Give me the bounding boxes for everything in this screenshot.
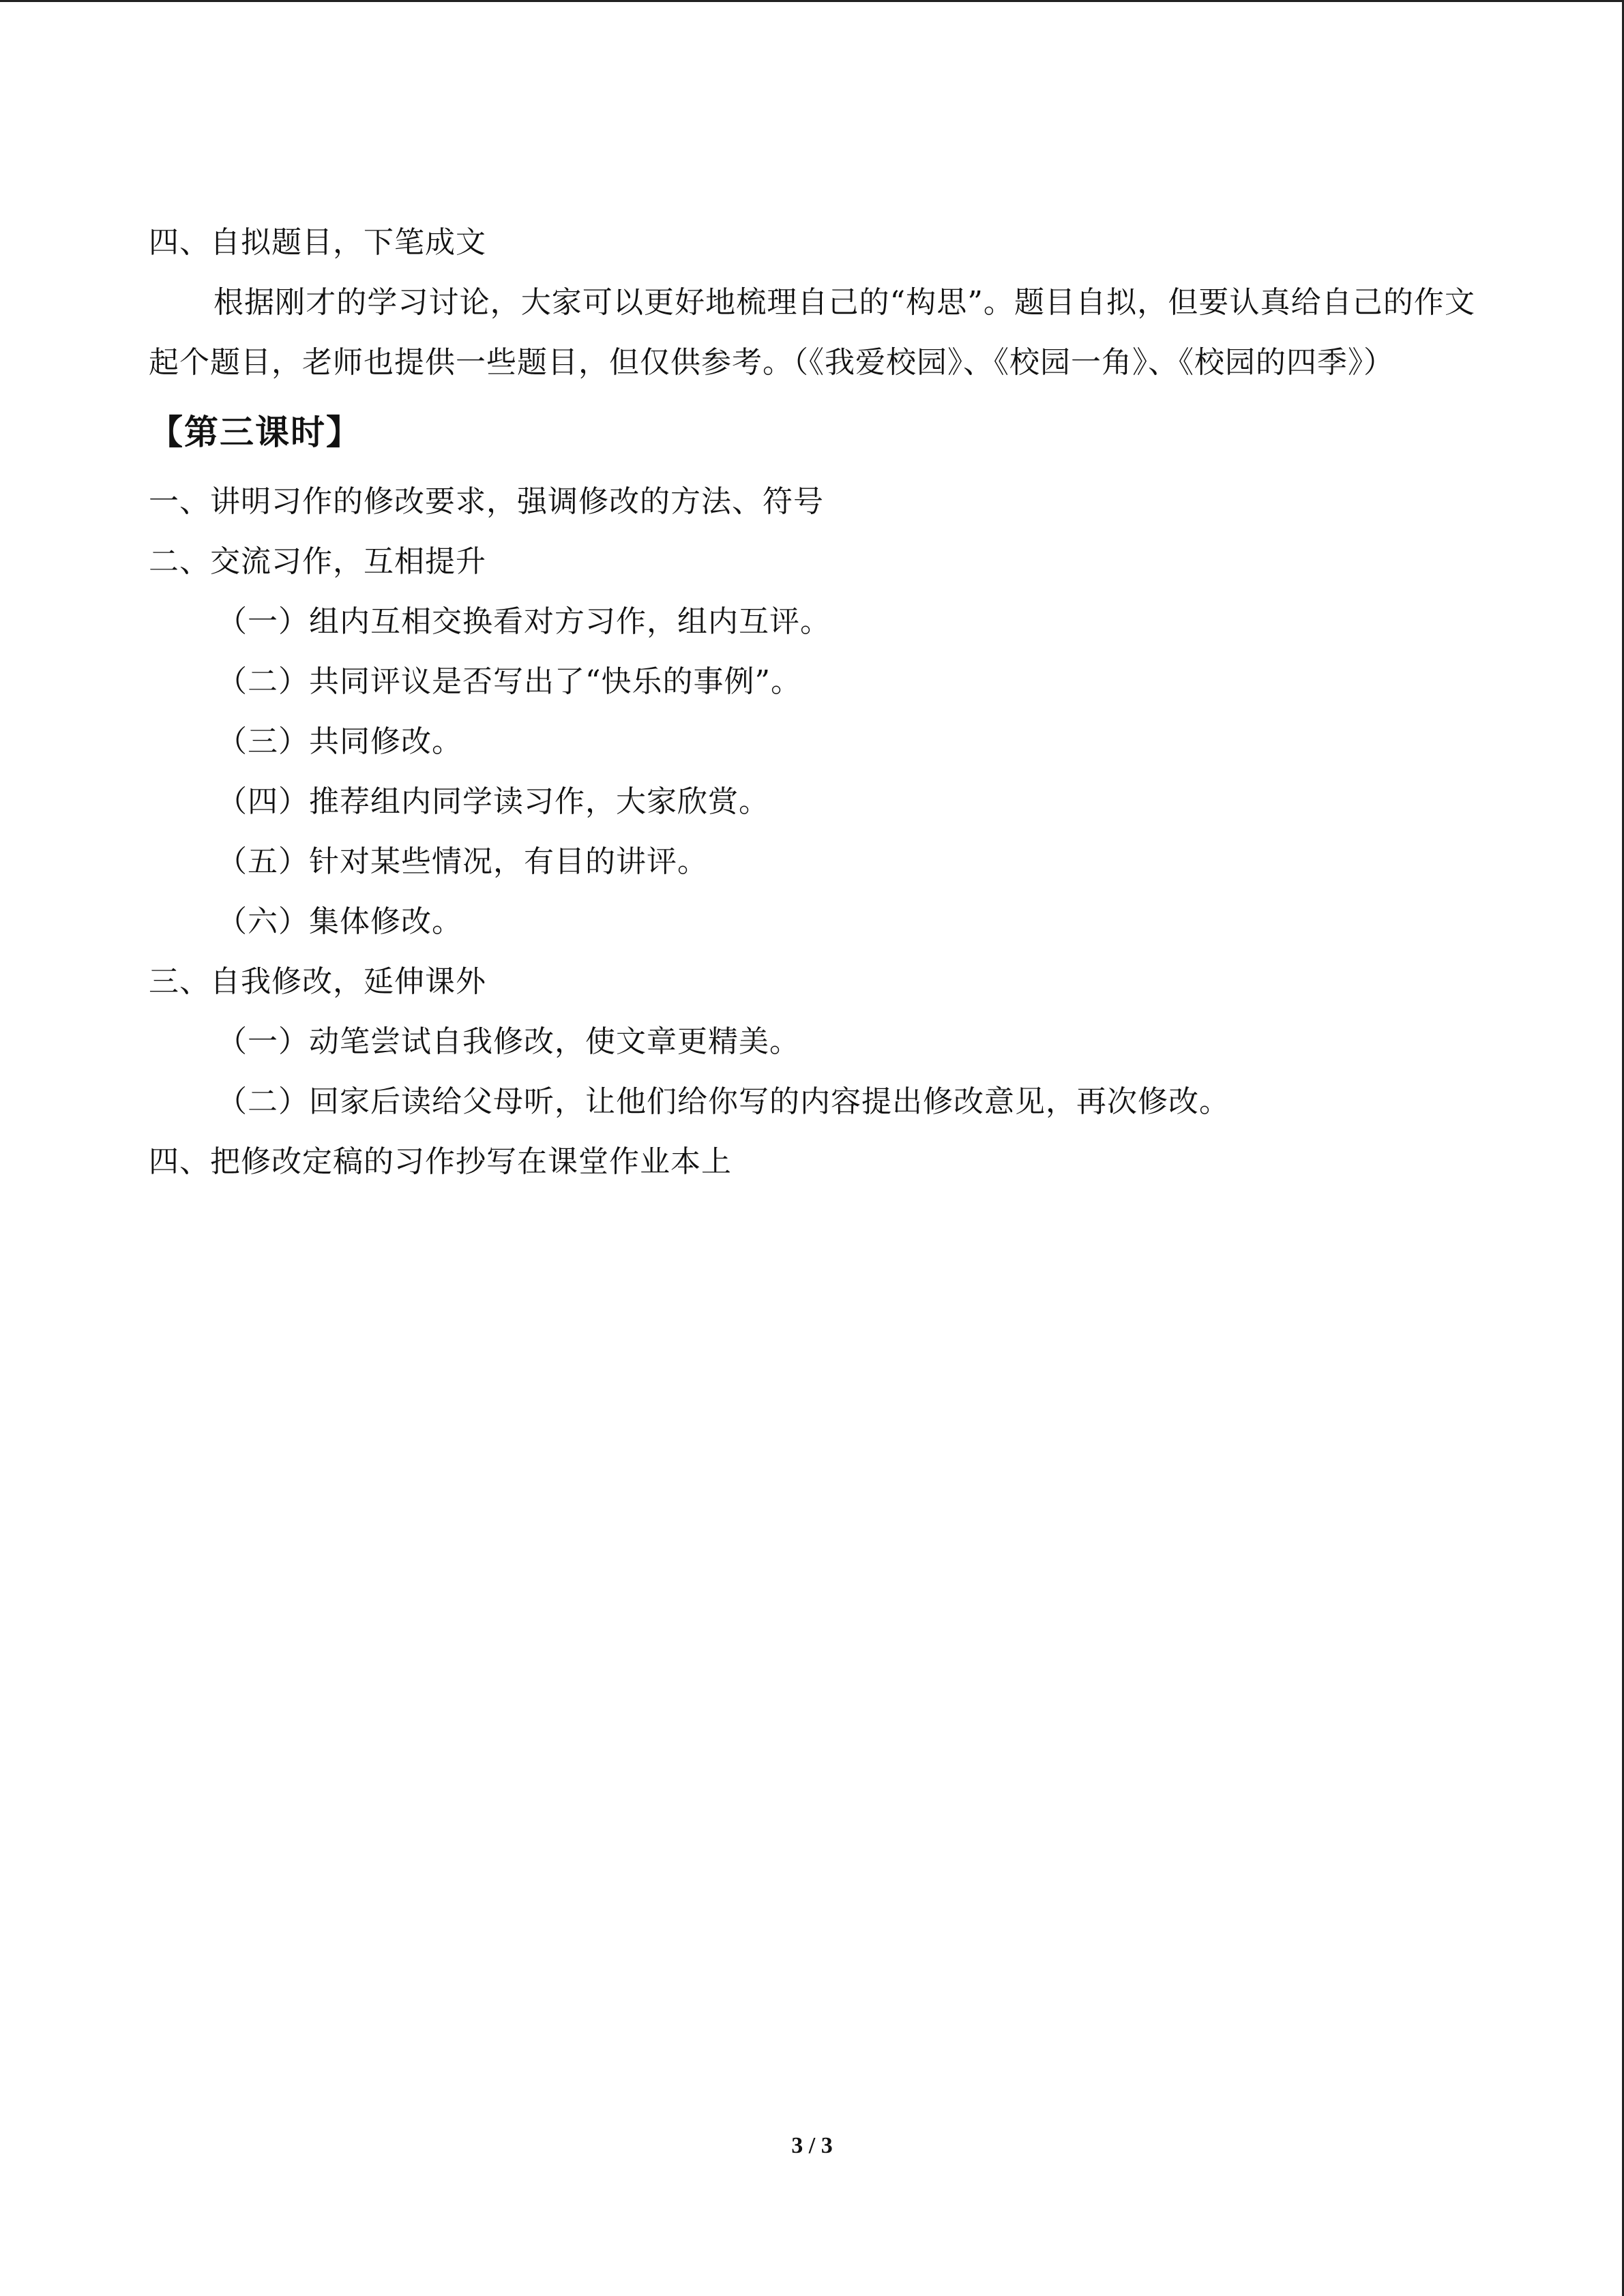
list-subitem: （二）共同评议是否写出了“快乐的事例”。 bbox=[217, 664, 801, 699]
top-border bbox=[0, 0, 1624, 2]
list-subitem: （一）动笔尝试自我修改，使文章更精美。 bbox=[217, 1024, 800, 1059]
section-paragraph: 根据刚才的学习讨论，大家可以更好地梳理自己的“构思”。题目自拟，但要认真给自己的作文起个题目，老师也提供一些题目，但仅供参考。（《我爱校园》、《校园一角》、《校园的四季》） bbox=[149, 285, 1475, 380]
list-item: 二、交流习作，互相提升 bbox=[149, 544, 486, 579]
list-subitem: （三）共同修改。 bbox=[217, 724, 462, 759]
list-subitem: （六）集体修改。 bbox=[217, 904, 462, 939]
list-subitem: （四）推荐组内同学读习作，大家欣赏。 bbox=[217, 784, 769, 819]
list-subitem: （二）回家后读给父母听，让他们给你写的内容提出修改意见，再次修改。 bbox=[217, 1084, 1230, 1119]
list-item: 四、把修改定稿的习作抄写在课堂作业本上 bbox=[149, 1144, 732, 1179]
list-subitem: （五）针对某些情况，有目的讲评。 bbox=[217, 844, 708, 879]
document-body bbox=[149, 213, 1475, 1192]
page-number: 3 / 3 bbox=[791, 2133, 833, 2158]
section-heading-self-title: 四、自拟题目，下笔成文 bbox=[149, 225, 486, 260]
list-subitem: （一）组内互相交换看对方习作，组内互评。 bbox=[217, 604, 831, 639]
list-item: 三、自我修改，延伸课外 bbox=[149, 964, 486, 999]
lesson-title: 【第三课时】 bbox=[149, 413, 361, 452]
list-item: 一、讲明习作的修改要求，强调修改的方法、符号 bbox=[149, 484, 824, 519]
